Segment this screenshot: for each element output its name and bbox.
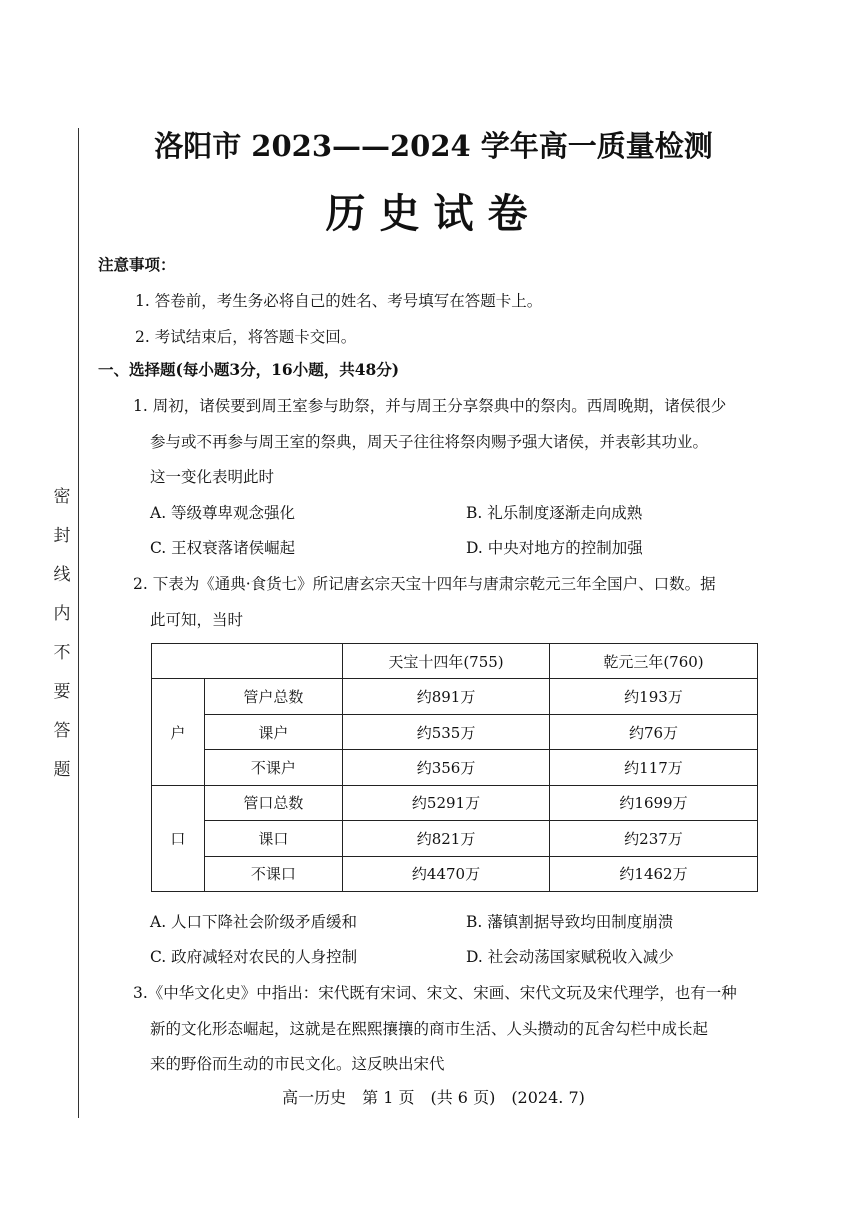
q2-option-b: B. 藩镇割据导致均田制度崩溃 bbox=[466, 913, 674, 931]
table-cell: 约821万 bbox=[343, 821, 550, 856]
notice-item-1: 1. 答卷前，考生务必将自己的姓名、考号填写在答题卡上。 bbox=[135, 292, 543, 310]
table-cell: 约535万 bbox=[343, 714, 550, 749]
seal-line bbox=[78, 128, 79, 1118]
table-col-header: 天宝十四年(755) bbox=[343, 644, 550, 679]
table-cell: 约237万 bbox=[550, 821, 758, 856]
table-group-label: 户 bbox=[152, 679, 205, 785]
q2-option-d: D. 社会动荡国家赋税收入减少 bbox=[466, 948, 674, 966]
table-cell: 约1462万 bbox=[550, 856, 758, 891]
table-row bbox=[152, 856, 758, 891]
table-row bbox=[152, 714, 758, 749]
table-header-row bbox=[152, 644, 758, 679]
table-row bbox=[152, 679, 758, 714]
table-group-label: 口 bbox=[152, 785, 205, 891]
q1-stem-line-1: 1. 周初，诸侯要到周王室参与助祭，并与周王分享祭典中的祭肉。西周晚期，诸侯很少 bbox=[133, 397, 727, 415]
q1-option-b: B. 礼乐制度逐渐走向成熟 bbox=[466, 504, 643, 522]
table-corner-cell bbox=[152, 644, 343, 679]
table-row bbox=[152, 785, 758, 820]
table-cell: 约76万 bbox=[550, 714, 758, 749]
table-col-header: 乾元三年(760) bbox=[550, 644, 758, 679]
exam-title: 洛阳市 2023——2024 学年高一质量检测 bbox=[154, 129, 713, 163]
page-footer: 高一历史 第 1 页 (共 6 页) (2024. 7) bbox=[282, 1088, 585, 1107]
household-population-table bbox=[151, 643, 758, 892]
table-cell: 约4470万 bbox=[343, 856, 550, 891]
q3-stem-line-3: 来的野俗而生动的市民文化。这反映出宋代 bbox=[150, 1055, 445, 1073]
seal-line-notice: 密封线内不要答题 bbox=[53, 487, 71, 780]
table-cell: 约5291万 bbox=[343, 785, 550, 820]
table-row-name: 课户 bbox=[204, 714, 342, 749]
q2-option-a: A. 人口下降社会阶级矛盾缓和 bbox=[150, 913, 358, 931]
q1-option-d: D. 中央对地方的控制加强 bbox=[466, 539, 643, 557]
q2-option-c: C. 政府减轻对农民的人身控制 bbox=[150, 948, 358, 966]
q1-option-c: C. 王权衰落诸侯崛起 bbox=[150, 539, 296, 557]
table-cell: 约356万 bbox=[343, 750, 550, 785]
q2-stem-line-2: 此可知，当时 bbox=[150, 611, 244, 629]
table-row-name: 不课口 bbox=[204, 856, 342, 891]
table-cell: 约1699万 bbox=[550, 785, 758, 820]
table-row-name: 不课户 bbox=[204, 750, 342, 785]
exam-subtitle: 历史试卷 bbox=[325, 190, 542, 237]
table-cell: 约193万 bbox=[550, 679, 758, 714]
notice-item-2: 2. 考试结束后，将答题卡交回。 bbox=[135, 328, 357, 346]
q3-stem-line-1: 3.《中华文化史》中指出：宋代既有宋词、宋文、宋画、宋代文玩及宋代理学，也有一种 bbox=[133, 984, 737, 1002]
table-row-name: 课口 bbox=[204, 821, 342, 856]
q1-option-a: A. 等级尊卑观念强化 bbox=[150, 504, 296, 522]
table-row bbox=[152, 750, 758, 785]
table-row-name: 管口总数 bbox=[204, 785, 342, 820]
q2-stem-line-1: 2. 下表为《通典·食货七》所记唐玄宗天宝十四年与唐肃宗乾元三年全国户、口数。据 bbox=[133, 575, 716, 593]
notice-heading: 注意事项： bbox=[98, 255, 176, 274]
q1-stem-line-2: 参与或不再参与周王室的祭典，周天子往往将祭肉赐予强大诸侯，并表彰其功业。 bbox=[150, 433, 709, 451]
table-row-name: 管户总数 bbox=[204, 679, 342, 714]
section-heading: 一、选择题(每小题3分，16小题，共48分) bbox=[98, 360, 400, 379]
q1-stem-line-3: 这一变化表明此时 bbox=[150, 468, 275, 486]
table-row bbox=[152, 821, 758, 856]
q3-stem-line-2: 新的文化形态崛起，这就是在熙熙攘攘的商市生活、人头攒动的瓦舍勾栏中成长起 bbox=[150, 1020, 709, 1038]
table-cell: 约117万 bbox=[550, 750, 758, 785]
table-cell: 约891万 bbox=[343, 679, 550, 714]
